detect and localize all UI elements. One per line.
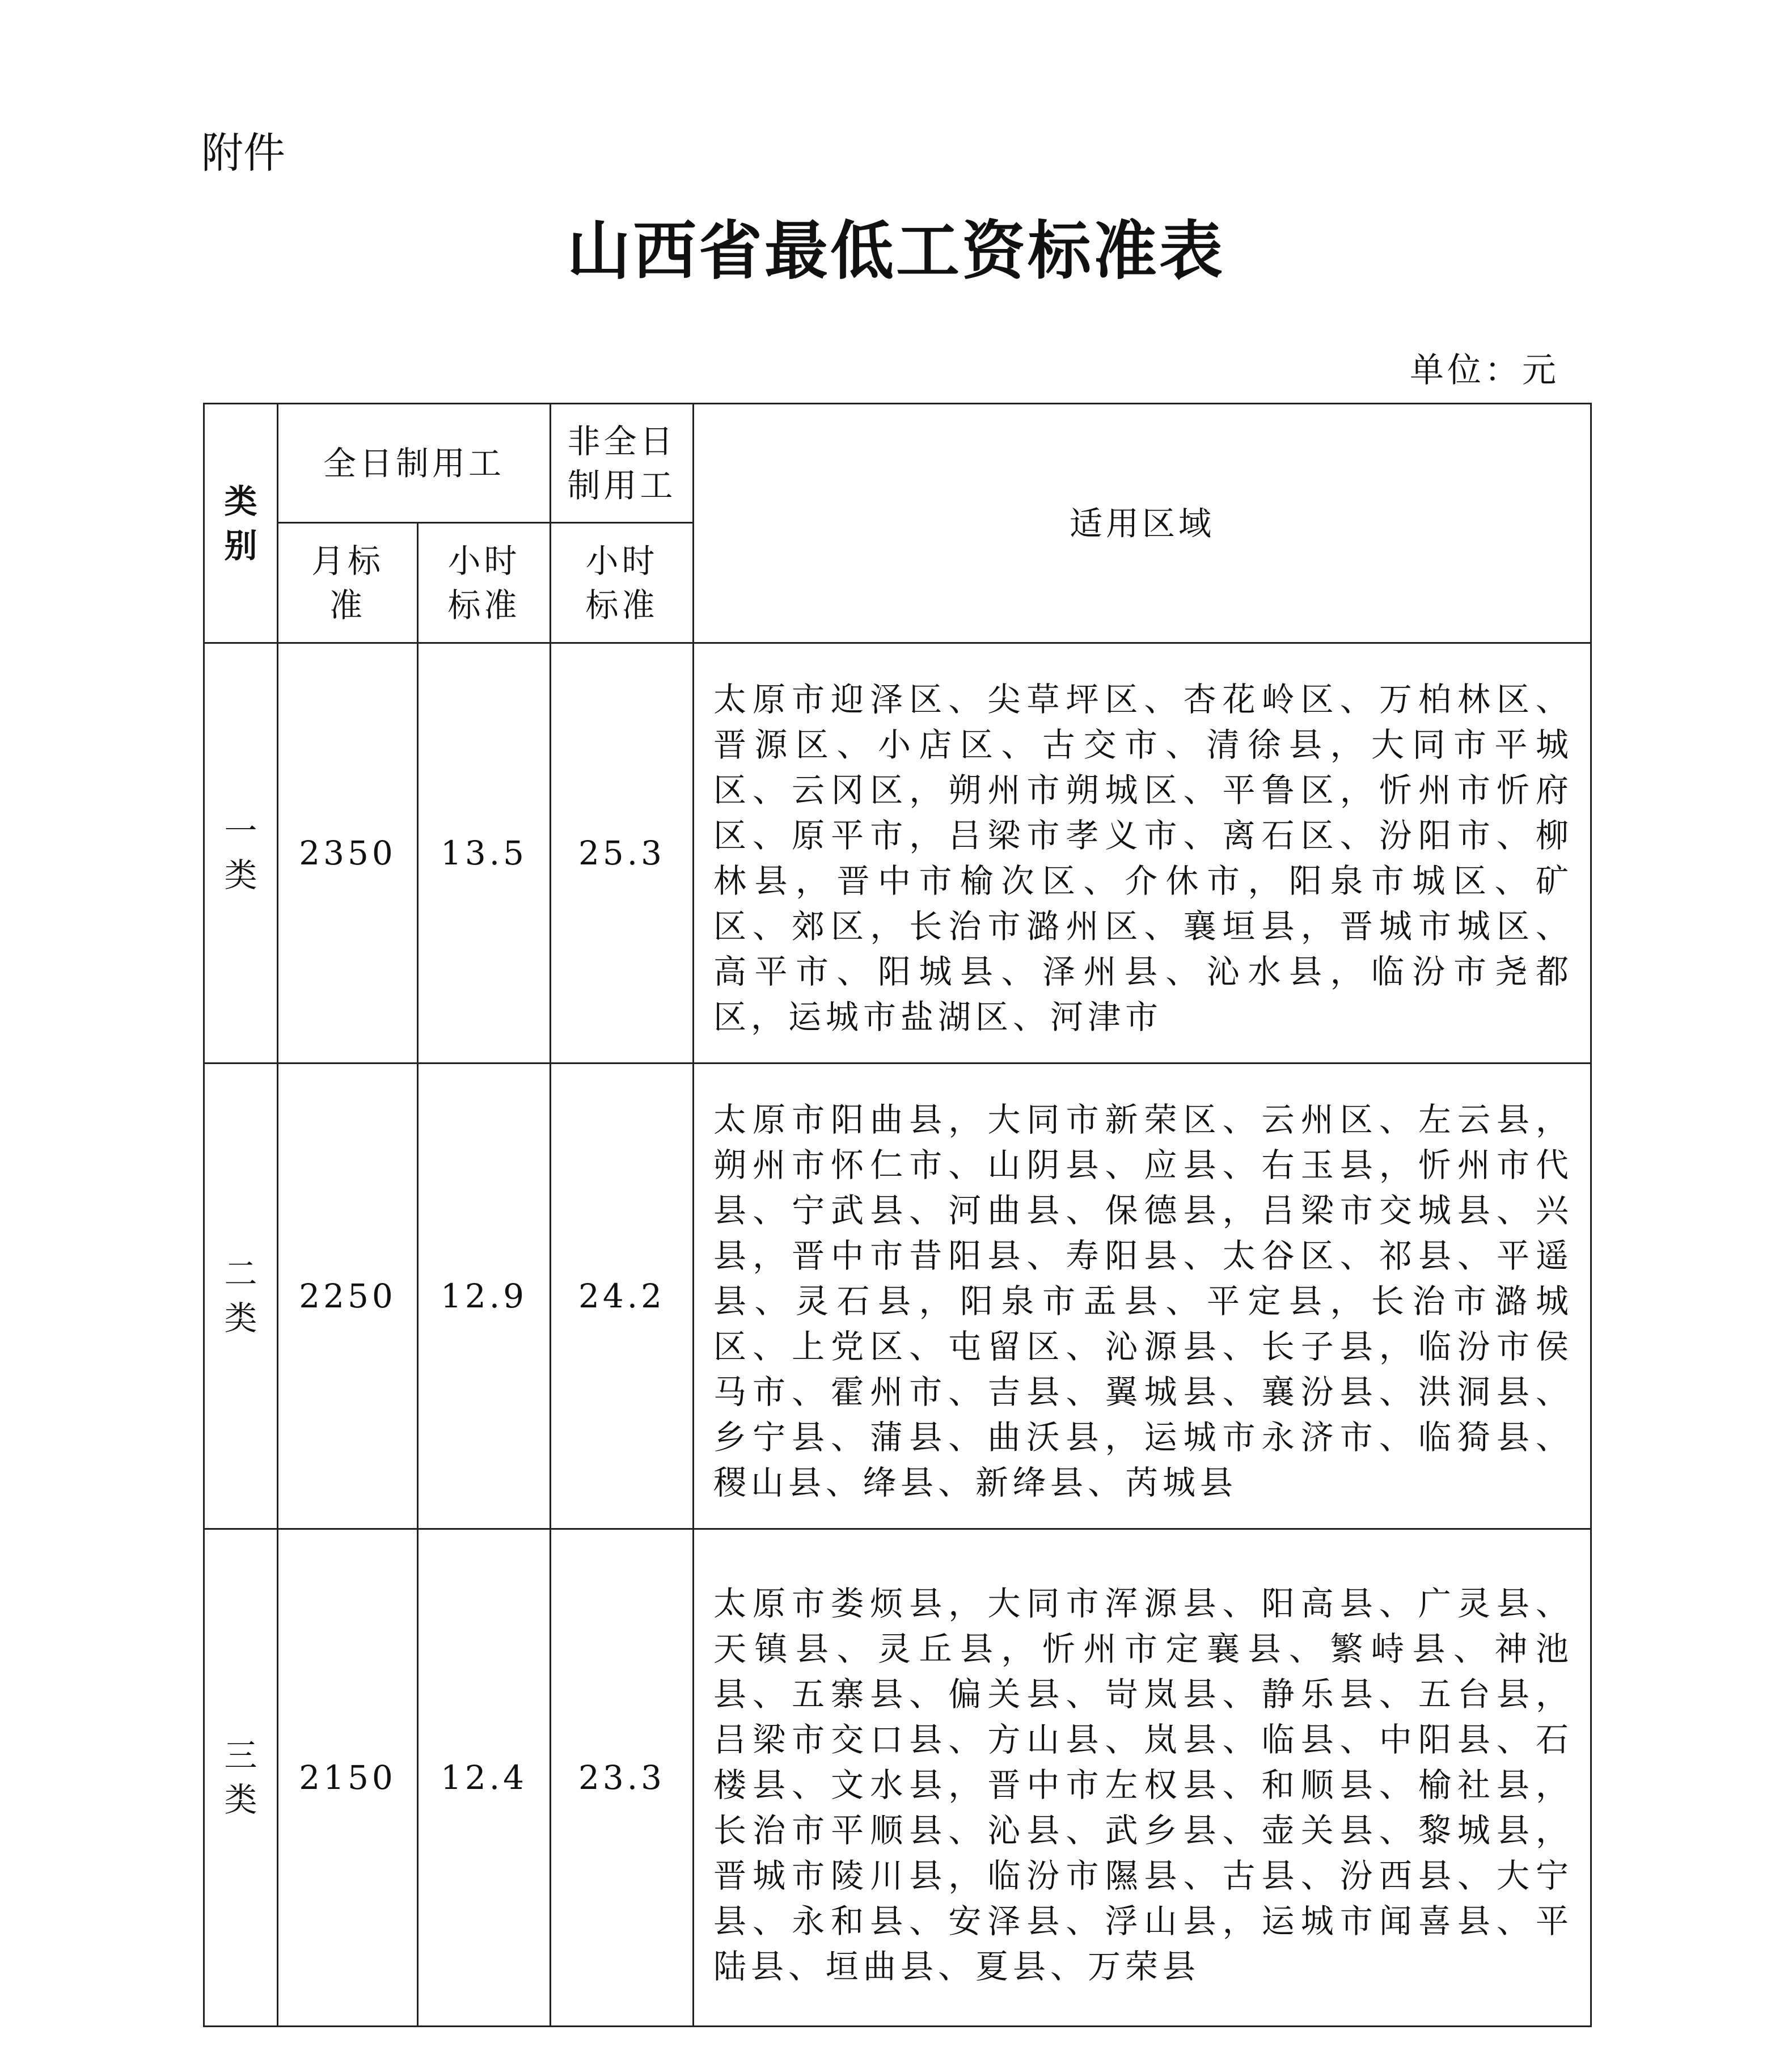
hourly-part-value: 25.3 bbox=[551, 643, 694, 1063]
minimum-wage-table bbox=[203, 403, 1592, 2027]
table-row bbox=[204, 1063, 1591, 1529]
region-list: 太原市娄烦县，大同市浑源县、阳高县、广灵县、天镇县、灵丘县，忻州市定襄县、繁峙县、神池县、五寨县、偏关县、岢岚县、静乐县、五台县，吕梁市交口县、方山县、岚县、临县、中阳县、石楼县、文水县，晋中市左权县、和顺县、榆社县，长治市平顺县、沁县、武乡县、壶关县、黎城县，晋城市陵川县，临汾市隰县、古县、汾西县、大宁县、永和县、安泽县、浮山县，运城市闻喜县、平陆县、垣曲县、夏县、万荣县 bbox=[694, 1529, 1591, 2027]
category-cell bbox=[204, 1529, 278, 2027]
attachment-label: 附件 bbox=[201, 129, 285, 178]
category-label: 一类 bbox=[224, 812, 257, 894]
header-hourly-full: 小时标准 bbox=[447, 541, 521, 624]
header-category-cell bbox=[204, 404, 278, 643]
unit-label: 单位：元 bbox=[1410, 351, 1559, 390]
document-title: 山西省最低工资标准表 bbox=[567, 214, 1225, 288]
header-category: 类别 bbox=[224, 482, 257, 565]
category-label: 三类 bbox=[224, 1736, 257, 1819]
category-label: 二类 bbox=[224, 1255, 257, 1337]
header-monthly: 月标准 bbox=[311, 541, 384, 624]
header-monthly-cell bbox=[278, 523, 418, 643]
category-cell bbox=[204, 643, 278, 1063]
header-row-top bbox=[204, 404, 1591, 523]
header-hourly-part: 小时标准 bbox=[585, 541, 658, 624]
hourly-part-value: 23.3 bbox=[551, 1529, 694, 2027]
category-cell bbox=[204, 1063, 278, 1529]
hourly-full-value: 12.4 bbox=[418, 1529, 551, 2027]
header-hourly-part-cell bbox=[551, 523, 694, 643]
hourly-part-value: 24.2 bbox=[551, 1063, 694, 1529]
hourly-full-value: 12.9 bbox=[418, 1063, 551, 1529]
monthly-value: 2150 bbox=[278, 1529, 418, 2027]
header-full-time: 全日制用工 bbox=[278, 404, 551, 523]
region-list: 太原市迎泽区、尖草坪区、杏花岭区、万柏林区、晋源区、小店区、古交市、清徐县，大同市平城区、云冈区，朔州市朔城区、平鲁区，忻州市忻府区、原平市，吕梁市孝义市、离石区、汾阳市、柳林县，晋中市榆次区、介休市，阳泉市城区、矿区、郊区，长治市潞州区、襄垣县，晋城市城区、高平市、阳城县、泽州县、沁水县，临汾市尧都区，运城市盐湖区、河津市 bbox=[694, 643, 1591, 1063]
header-region: 适用区域 bbox=[694, 404, 1591, 643]
header-hourly-full-cell bbox=[418, 523, 551, 643]
table-row bbox=[204, 643, 1591, 1063]
header-part-time: 非全日制用工 bbox=[567, 421, 677, 505]
table-row bbox=[204, 1529, 1591, 2027]
monthly-value: 2350 bbox=[278, 643, 418, 1063]
hourly-full-value: 13.5 bbox=[418, 643, 551, 1063]
header-part-time-cell bbox=[551, 404, 694, 523]
region-list: 太原市阳曲县，大同市新荣区、云州区、左云县，朔州市怀仁市、山阴县、应县、右玉县，忻州市代县、宁武县、河曲县、保德县，吕梁市交城县、兴县，晋中市昔阳县、寿阳县、太谷区、祁县、平遥县、灵石县，阳泉市盂县、平定县，长治市潞城区、上党区、屯留区、沁源县、长子县，临汾市侯马市、霍州市、吉县、翼城县、襄汾县、洪洞县、乡宁县、蒲县、曲沃县，运城市永济市、临猗县、稷山县、绛县、新绛县、芮城县 bbox=[694, 1063, 1591, 1529]
monthly-value: 2250 bbox=[278, 1063, 418, 1529]
